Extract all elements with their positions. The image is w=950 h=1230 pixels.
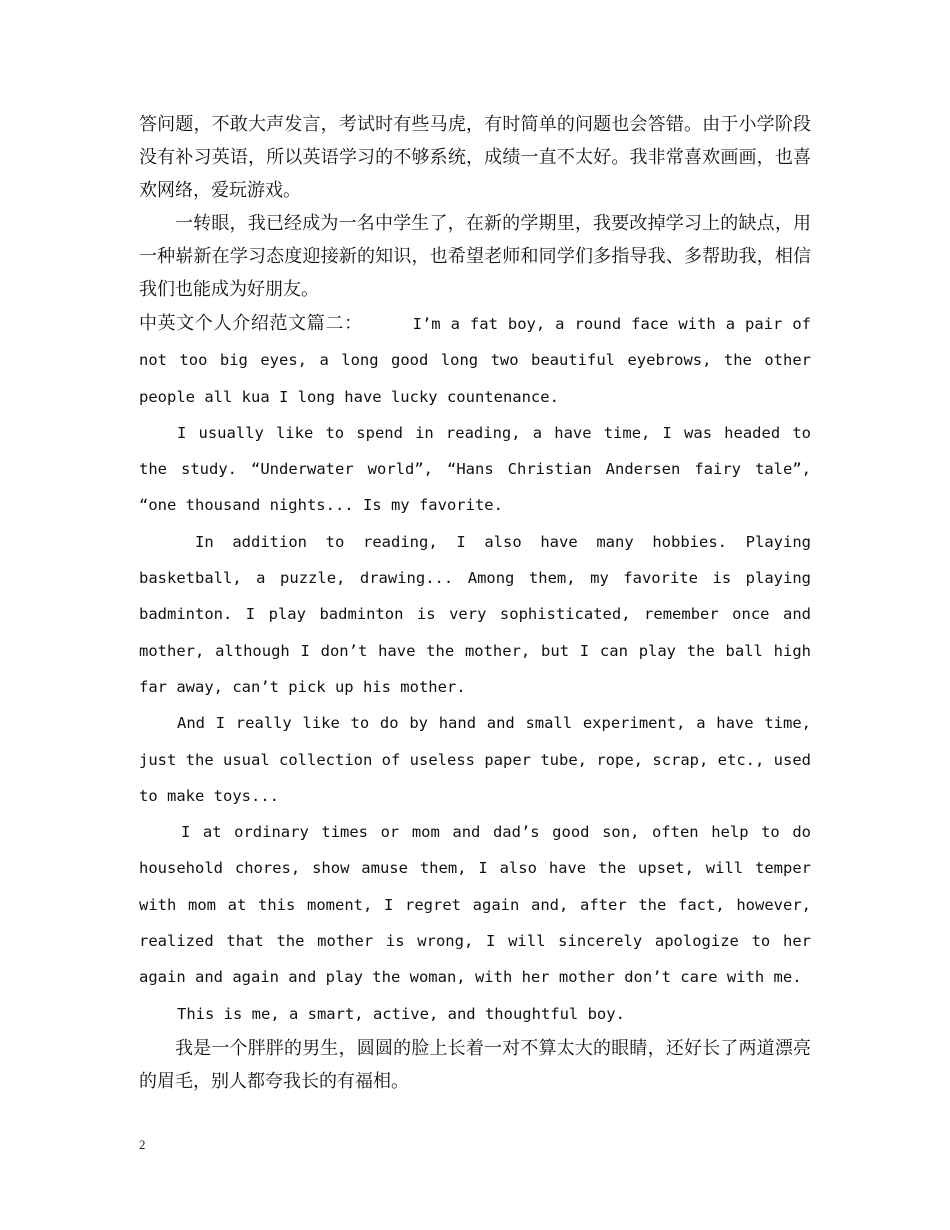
- paragraph-closing-chinese: 我是一个胖胖的男生，圆圆的脸上长着一对不算太大的眼睛，还好长了两道漂亮的眉毛，别人都夸我长的有福相。: [139, 1037, 811, 1092]
- paragraph-english-3: In addition to reading, I also have many hobbies. Playing basketball, a puzzle, drawing... Among them, my favorite is playing badminton. I play badminton is very sophisticated, remember once and mother, although I don’t have the mother, but I can play the ball high far away, can’t pick up his mother.: [139, 532, 811, 696]
- paragraph-english-6: This is me, a smart, active, and thoughtful boy.: [177, 1004, 625, 1023]
- paragraph-english-4: And I really like to do by hand and small experiment, a have time, just the usual collection of useless paper tube, rope, scrap, etc., used to make toys...: [139, 714, 811, 805]
- paragraph-english-2: I usually like to spend in reading, a have time, I was headed to the study. “Underwater world”, “Hans Christian Andersen fairy tale”, “one thousand nights... Is my favorite.: [139, 423, 811, 515]
- section-heading: 中英文个人介绍范文篇二：: [139, 313, 363, 334]
- english-text-1: I’m a fat boy, a round face with a pair of not too big eyes, a long good long two beautiful eyebrows, the other people all kua I long have lucky countenance.: [139, 315, 812, 406]
- document-page: [139, 108, 811, 1098]
- paragraph-new-semester: 一转眼，我已经成为一名中学生了，在新的学期里，我要改掉学习上的缺点，用一种崭新在学习态度迎接新的知识，也希望老师和同学们多指导我、多帮助我，相信我们也能成为好朋友。: [139, 213, 811, 300]
- paragraph-english-5: I at ordinary times or mom and dad’s good son, often help to do household chores, show amuse them, I also have the upset, will temper with mom at this moment, I regret again and, after the fact, however, realized that the mother is wrong, I will sincerely apologize to her again and again and play the woman, with her mother don’t care with me.: [139, 823, 811, 987]
- page-number: 2: [139, 1137, 146, 1152]
- paragraph-english-1: [139, 306, 811, 415]
- paragraph-intro-continued: 答问题，不敢大声发言，考试时有些马虎，有时简单的问题也会答错。由于小学阶段没有补习英语，所以英语学习的不够系统，成绩一直不太好。我非常喜欢画画，也喜欢网络，爱玩游戏。: [139, 114, 811, 201]
